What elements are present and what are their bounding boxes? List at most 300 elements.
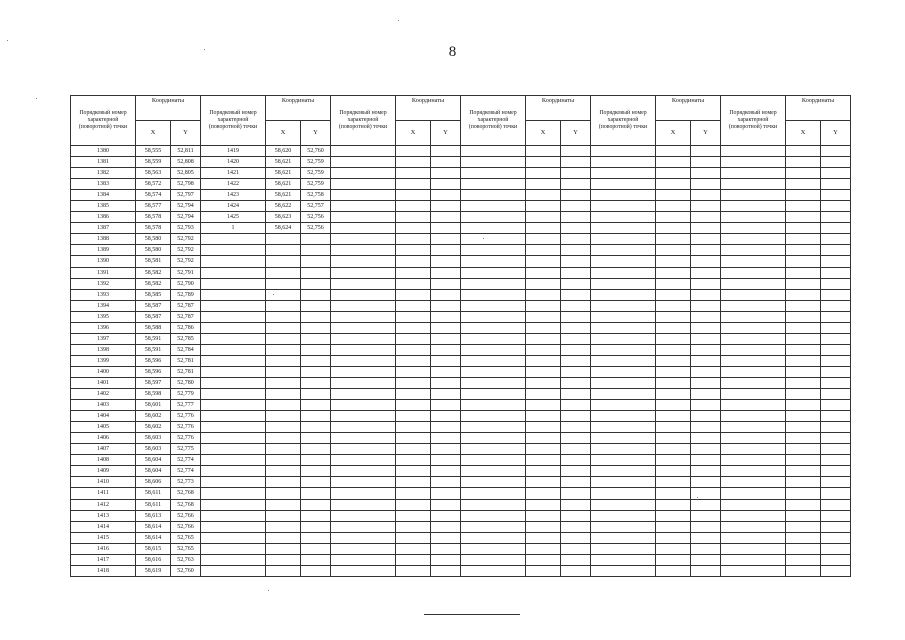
x-cell	[656, 488, 691, 499]
point-number-cell	[591, 201, 656, 212]
point-number-cell	[461, 366, 526, 377]
x-cell	[396, 477, 431, 488]
point-number-cell: 1384	[71, 190, 136, 201]
y-cell	[821, 477, 851, 488]
x-cell	[526, 477, 561, 488]
point-number-cell	[201, 554, 266, 565]
coordinates-header: Координаты	[526, 96, 591, 121]
point-number-cell: 1400	[71, 366, 136, 377]
x-cell: 58,621	[266, 179, 301, 190]
x-cell	[786, 521, 821, 532]
y-cell	[821, 444, 851, 455]
table-row	[71, 488, 851, 499]
x-cell	[266, 366, 301, 377]
y-cell	[561, 488, 591, 499]
x-cell: 58,603	[136, 444, 171, 455]
y-cell	[301, 477, 331, 488]
y-cell	[561, 333, 591, 344]
x-cell	[396, 377, 431, 388]
x-cell	[266, 322, 301, 333]
point-number-cell	[721, 212, 786, 223]
x-cell	[786, 477, 821, 488]
x-cell	[396, 168, 431, 179]
point-number-cell	[331, 400, 396, 411]
point-number-cell	[721, 554, 786, 565]
point-number-cell	[591, 565, 656, 576]
y-cell: 52,760	[171, 565, 201, 576]
x-cell	[786, 322, 821, 333]
x-cell	[656, 433, 691, 444]
x-cell	[396, 344, 431, 355]
x-cell: 58,619	[136, 565, 171, 576]
x-cell: 58,582	[136, 278, 171, 289]
y-cell	[431, 355, 461, 366]
y-cell	[431, 455, 461, 466]
x-cell	[786, 300, 821, 311]
y-cell	[301, 245, 331, 256]
point-number-cell	[461, 168, 526, 179]
x-cell	[266, 565, 301, 576]
y-cell: 52,797	[171, 190, 201, 201]
point-number-cell: 1393	[71, 289, 136, 300]
x-cell	[396, 521, 431, 532]
x-cell	[786, 366, 821, 377]
point-number-cell	[331, 565, 396, 576]
x-header: X	[266, 121, 301, 146]
point-number-cell	[721, 400, 786, 411]
y-cell	[301, 411, 331, 422]
x-cell	[396, 411, 431, 422]
x-cell: 58,577	[136, 201, 171, 212]
y-cell	[431, 190, 461, 201]
y-cell: 52,759	[301, 179, 331, 190]
y-cell	[561, 411, 591, 422]
y-cell	[561, 554, 591, 565]
y-cell: 52,792	[171, 245, 201, 256]
y-cell: 52,756	[301, 212, 331, 223]
y-cell: 52,805	[171, 168, 201, 179]
y-cell	[691, 234, 721, 245]
y-cell: 52,779	[171, 389, 201, 400]
x-cell	[266, 488, 301, 499]
point-number-cell	[201, 322, 266, 333]
x-cell: 58,578	[136, 212, 171, 223]
point-number-cell	[591, 157, 656, 168]
x-cell	[786, 411, 821, 422]
y-cell	[821, 146, 851, 157]
point-number-header: Порядковый номер характерной (поворотной) точки	[591, 96, 656, 146]
x-cell	[396, 366, 431, 377]
point-number-header: Порядковый номер характерной (поворотной) точки	[331, 96, 396, 146]
point-number-cell	[721, 157, 786, 168]
point-number-cell: 1418	[71, 565, 136, 576]
point-number-cell: 1406	[71, 433, 136, 444]
table-row	[71, 223, 851, 234]
x-cell	[786, 466, 821, 477]
x-cell	[526, 510, 561, 521]
coordinates-header: Координаты	[786, 96, 851, 121]
point-number-cell	[721, 366, 786, 377]
x-cell	[396, 212, 431, 223]
table-row	[71, 400, 851, 411]
x-cell: 58,614	[136, 532, 171, 543]
x-cell	[786, 543, 821, 554]
y-cell	[821, 466, 851, 477]
point-number-cell	[331, 278, 396, 289]
point-number-cell: 1415	[71, 532, 136, 543]
y-cell	[821, 190, 851, 201]
y-cell: 52,774	[171, 466, 201, 477]
point-number-cell	[331, 366, 396, 377]
x-cell	[526, 389, 561, 400]
table-row	[71, 212, 851, 223]
x-cell: 58,604	[136, 455, 171, 466]
y-cell	[561, 168, 591, 179]
x-cell	[526, 311, 561, 322]
point-number-cell	[331, 322, 396, 333]
y-cell	[821, 300, 851, 311]
x-cell	[786, 179, 821, 190]
table-row	[71, 543, 851, 554]
point-number-cell	[591, 389, 656, 400]
y-cell	[301, 333, 331, 344]
y-cell	[301, 466, 331, 477]
y-cell	[561, 190, 591, 201]
y-cell	[821, 278, 851, 289]
x-cell	[786, 400, 821, 411]
point-number-cell	[331, 300, 396, 311]
point-number-cell	[461, 201, 526, 212]
point-number-cell	[331, 377, 396, 388]
point-number-cell: 1390	[71, 256, 136, 267]
point-number-cell	[721, 488, 786, 499]
table-row	[71, 366, 851, 377]
x-cell	[266, 444, 301, 455]
point-number-cell	[461, 521, 526, 532]
y-cell	[301, 278, 331, 289]
x-cell	[396, 146, 431, 157]
y-cell	[691, 344, 721, 355]
point-number-cell	[461, 444, 526, 455]
point-number-cell	[331, 146, 396, 157]
point-number-cell	[591, 433, 656, 444]
point-number-cell	[461, 355, 526, 366]
x-cell	[526, 355, 561, 366]
point-number-cell: 1399	[71, 355, 136, 366]
point-number-cell	[721, 510, 786, 521]
y-cell: 52,766	[171, 521, 201, 532]
y-cell	[561, 532, 591, 543]
point-number-cell	[461, 234, 526, 245]
point-number-cell	[201, 532, 266, 543]
y-cell	[431, 499, 461, 510]
point-number-cell	[331, 344, 396, 355]
point-number-cell	[331, 499, 396, 510]
y-cell: 52,773	[171, 477, 201, 488]
point-number-cell	[461, 212, 526, 223]
x-cell: 58,588	[136, 322, 171, 333]
y-cell	[821, 510, 851, 521]
y-cell: 52,763	[171, 554, 201, 565]
x-cell	[786, 510, 821, 521]
y-cell	[821, 344, 851, 355]
point-number-cell	[721, 278, 786, 289]
point-number-cell: 1424	[201, 201, 266, 212]
point-number-cell	[461, 190, 526, 201]
y-cell	[691, 267, 721, 278]
x-cell	[656, 499, 691, 510]
point-number-cell	[721, 311, 786, 322]
y-cell	[821, 554, 851, 565]
y-cell	[561, 300, 591, 311]
x-cell	[396, 422, 431, 433]
x-cell	[656, 344, 691, 355]
point-number-cell	[461, 554, 526, 565]
y-cell	[561, 466, 591, 477]
point-number-header: Порядковый номер характерной (поворотной) точки	[721, 96, 786, 146]
table-row	[71, 179, 851, 190]
table-row	[71, 344, 851, 355]
x-cell	[786, 444, 821, 455]
x-header: X	[656, 121, 691, 146]
x-cell	[786, 377, 821, 388]
point-number-cell	[461, 499, 526, 510]
y-cell	[691, 455, 721, 466]
x-cell	[396, 245, 431, 256]
y-cell	[691, 179, 721, 190]
point-number-cell	[721, 543, 786, 554]
table-row	[71, 333, 851, 344]
point-number-cell	[721, 146, 786, 157]
x-cell	[396, 300, 431, 311]
x-cell	[656, 179, 691, 190]
point-number-cell	[591, 168, 656, 179]
y-cell	[691, 201, 721, 212]
y-cell: 52,781	[171, 355, 201, 366]
point-number-cell	[591, 543, 656, 554]
x-cell	[656, 521, 691, 532]
point-number-cell	[721, 433, 786, 444]
point-number-cell	[721, 179, 786, 190]
point-number-cell	[721, 411, 786, 422]
x-cell	[786, 554, 821, 565]
point-number-cell: 1404	[71, 411, 136, 422]
point-number-cell: 1392	[71, 278, 136, 289]
point-number-cell	[721, 565, 786, 576]
x-cell	[526, 565, 561, 576]
point-number-cell: 1382	[71, 168, 136, 179]
y-cell	[821, 366, 851, 377]
x-cell	[526, 344, 561, 355]
point-number-cell	[461, 411, 526, 422]
y-cell	[561, 344, 591, 355]
y-cell: 52,766	[171, 510, 201, 521]
y-cell	[821, 234, 851, 245]
table-row	[71, 466, 851, 477]
y-cell: 52,786	[171, 322, 201, 333]
y-cell	[561, 521, 591, 532]
y-header: Y	[691, 121, 721, 146]
y-cell	[431, 333, 461, 344]
y-header: Y	[171, 121, 201, 146]
point-number-cell	[721, 377, 786, 388]
x-cell	[656, 377, 691, 388]
point-number-cell	[591, 179, 656, 190]
point-number-cell	[591, 333, 656, 344]
point-number-cell	[591, 223, 656, 234]
x-cell	[656, 278, 691, 289]
x-cell: 58,578	[136, 223, 171, 234]
point-number-cell	[331, 190, 396, 201]
x-cell	[786, 234, 821, 245]
point-number-cell: 1405	[71, 422, 136, 433]
point-number-cell: 1	[201, 223, 266, 234]
y-cell: 52,791	[171, 267, 201, 278]
y-cell	[431, 157, 461, 168]
x-cell	[656, 444, 691, 455]
x-cell	[526, 201, 561, 212]
x-cell	[266, 543, 301, 554]
y-cell	[431, 245, 461, 256]
point-number-cell	[201, 278, 266, 289]
point-number-cell	[461, 223, 526, 234]
y-cell	[561, 289, 591, 300]
y-cell: 52,811	[171, 146, 201, 157]
y-cell	[431, 521, 461, 532]
y-cell	[691, 157, 721, 168]
point-number-cell: 1409	[71, 466, 136, 477]
y-cell	[431, 179, 461, 190]
y-cell	[301, 322, 331, 333]
y-cell	[431, 400, 461, 411]
x-cell	[786, 565, 821, 576]
x-cell	[786, 201, 821, 212]
x-cell: 58,602	[136, 422, 171, 433]
y-cell: 52,765	[171, 543, 201, 554]
x-cell: 58,615	[136, 543, 171, 554]
x-cell: 58,624	[266, 223, 301, 234]
x-cell: 58,591	[136, 344, 171, 355]
point-number-cell	[721, 289, 786, 300]
point-number-cell: 1395	[71, 311, 136, 322]
y-cell: 52,759	[301, 168, 331, 179]
x-cell	[266, 400, 301, 411]
y-cell	[301, 344, 331, 355]
y-cell	[691, 333, 721, 344]
x-cell: 58,621	[266, 168, 301, 179]
x-cell	[526, 278, 561, 289]
y-cell	[821, 565, 851, 576]
x-cell: 58,614	[136, 521, 171, 532]
x-cell	[656, 510, 691, 521]
x-cell	[526, 157, 561, 168]
point-number-cell	[201, 466, 266, 477]
y-cell	[561, 366, 591, 377]
point-number-cell: 1403	[71, 400, 136, 411]
y-cell	[691, 300, 721, 311]
point-number-cell	[331, 488, 396, 499]
y-cell	[561, 565, 591, 576]
x-cell	[266, 477, 301, 488]
point-number-cell	[591, 212, 656, 223]
x-cell	[526, 554, 561, 565]
x-cell	[396, 554, 431, 565]
y-cell	[301, 422, 331, 433]
x-cell	[266, 433, 301, 444]
table-row	[71, 444, 851, 455]
y-cell	[431, 411, 461, 422]
point-number-cell: 1380	[71, 146, 136, 157]
point-number-cell	[201, 477, 266, 488]
point-number-cell	[331, 422, 396, 433]
y-cell	[691, 499, 721, 510]
point-number-cell	[201, 311, 266, 322]
x-cell: 58,623	[266, 212, 301, 223]
y-cell	[561, 311, 591, 322]
x-cell: 58,572	[136, 179, 171, 190]
x-cell	[656, 245, 691, 256]
y-cell: 52,777	[171, 400, 201, 411]
point-number-cell	[721, 477, 786, 488]
table-row	[71, 300, 851, 311]
point-number-cell	[201, 300, 266, 311]
x-cell	[656, 477, 691, 488]
y-cell: 52,785	[171, 333, 201, 344]
point-number-cell	[201, 344, 266, 355]
x-cell: 58,613	[136, 510, 171, 521]
y-cell	[431, 422, 461, 433]
y-cell	[691, 521, 721, 532]
point-number-cell	[721, 190, 786, 201]
point-number-cell	[331, 477, 396, 488]
y-cell	[561, 157, 591, 168]
y-cell	[821, 289, 851, 300]
point-number-cell	[201, 565, 266, 576]
y-cell	[821, 223, 851, 234]
y-cell	[691, 190, 721, 201]
x-cell	[656, 289, 691, 300]
point-number-cell	[591, 466, 656, 477]
point-number-cell	[591, 411, 656, 422]
y-cell: 52,768	[171, 488, 201, 499]
point-number-cell: 1413	[71, 510, 136, 521]
point-number-cell	[461, 289, 526, 300]
x-cell: 58,611	[136, 499, 171, 510]
y-cell	[561, 543, 591, 554]
x-cell	[656, 300, 691, 311]
point-number-cell	[331, 554, 396, 565]
point-number-cell	[591, 234, 656, 245]
point-number-cell: 1388	[71, 234, 136, 245]
x-cell	[656, 565, 691, 576]
y-cell	[301, 543, 331, 554]
x-cell	[526, 455, 561, 466]
y-cell: 52,774	[171, 455, 201, 466]
x-cell	[396, 289, 431, 300]
point-number-cell: 1414	[71, 521, 136, 532]
y-cell: 52,757	[301, 201, 331, 212]
x-cell	[656, 322, 691, 333]
y-cell	[561, 400, 591, 411]
table-row	[71, 267, 851, 278]
table-row	[71, 146, 851, 157]
y-cell	[561, 234, 591, 245]
y-cell	[431, 510, 461, 521]
point-number-cell	[461, 157, 526, 168]
scan-speck	[7, 40, 8, 41]
x-cell	[396, 311, 431, 322]
point-number-cell	[461, 510, 526, 521]
